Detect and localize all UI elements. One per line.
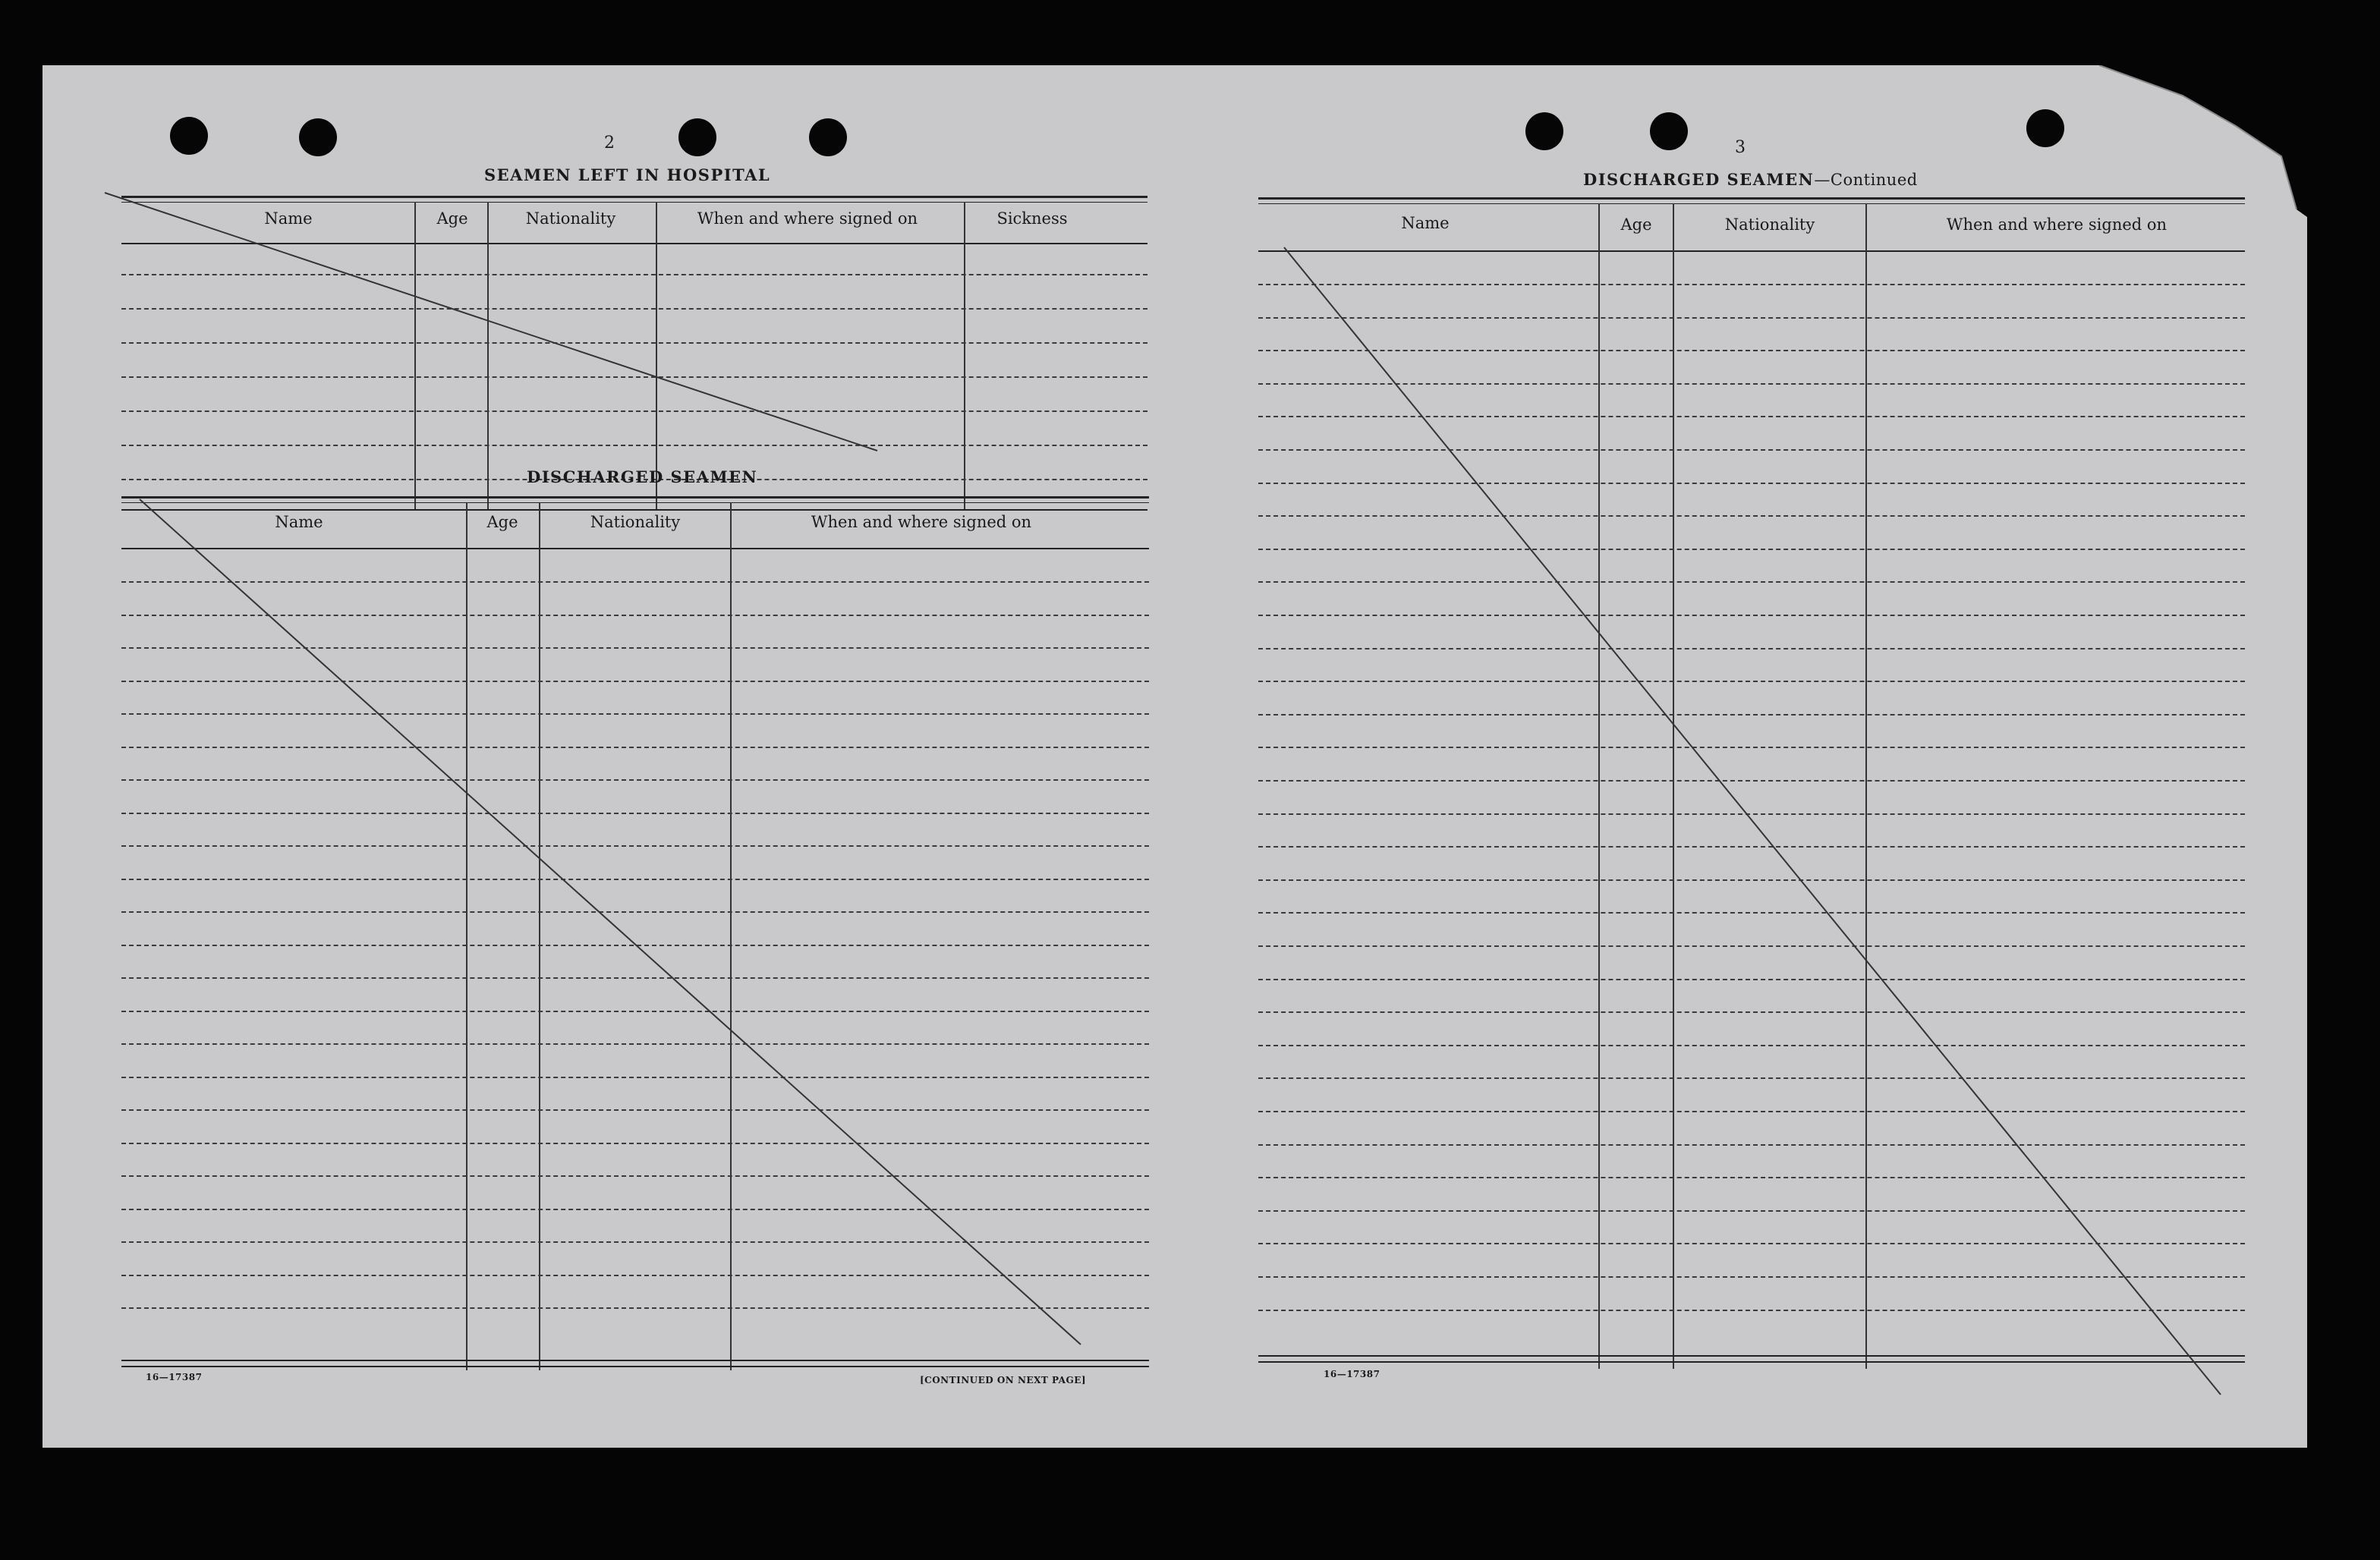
page-number: 3 [1735, 138, 1746, 157]
continued-note: [CONTINUED ON NEXT PAGE] [920, 1375, 1087, 1385]
section-title: DISCHARGED SEAMEN [527, 467, 758, 486]
form-number: 16—17387 [1324, 1369, 1380, 1379]
cancellation-lines [42, 65, 2307, 1448]
column-header-name: Name [1401, 214, 1450, 232]
column-header-nationality: Nationality [1724, 215, 1815, 234]
section-title: SEAMEN LEFT IN HOSPITAL [484, 165, 771, 184]
section-title-main: DISCHARGED SEAMEN [1583, 170, 1815, 189]
column-header-signed-on: When and where signed on [697, 209, 918, 228]
column-header-signed-on: When and where signed on [1946, 215, 2168, 234]
form-number: 16—17387 [146, 1372, 203, 1382]
column-header-name: Name [275, 513, 323, 531]
column-header-age: Age [1620, 215, 1652, 234]
document-sheet [42, 65, 2307, 1448]
page-number: 2 [604, 134, 615, 153]
column-header-sickness: Sickness [996, 209, 1068, 228]
column-header-name: Name [264, 209, 313, 228]
cancel-stroke-discharged-left [140, 499, 1081, 1345]
column-header-nationality: Nationality [590, 513, 681, 531]
cancel-stroke-hospital [105, 193, 877, 451]
cancel-stroke-discharged-right [1284, 247, 2221, 1395]
column-header-age: Age [486, 513, 518, 531]
section-title-suffix: —Continued [1814, 171, 1918, 189]
column-header-signed-on: When and where signed on [811, 513, 1032, 531]
column-header-nationality: Nationality [525, 209, 616, 228]
column-header-age: Age [436, 209, 468, 228]
